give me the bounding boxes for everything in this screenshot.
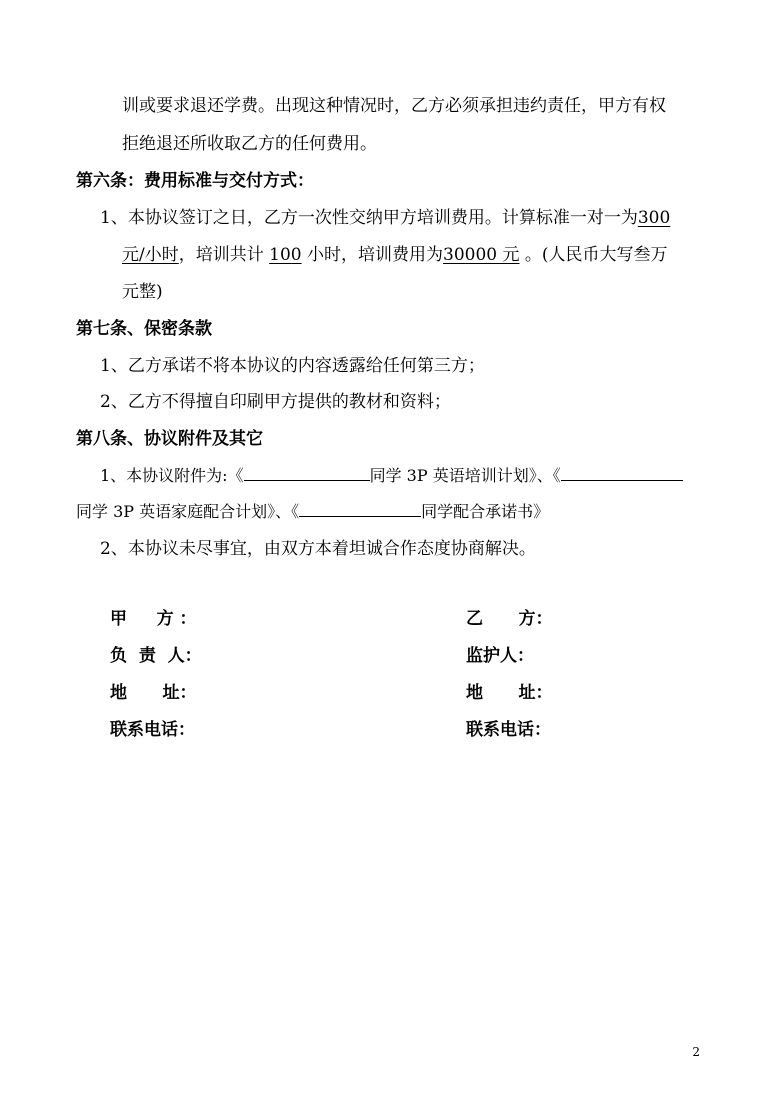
article8-text-b: 同学 3P 英语培训计划》、《 bbox=[369, 466, 561, 485]
attachment-blank-2[interactable] bbox=[561, 465, 683, 481]
party-b-label: 乙 方： bbox=[466, 609, 553, 629]
article5-continuation-line2: 拒绝退还所收取乙方的任何费用。 bbox=[122, 134, 377, 154]
article7-item2: 2、乙方不得擅自印刷甲方提供的教材和资料； bbox=[100, 392, 451, 412]
party-a-label: 甲 方 ： bbox=[110, 609, 197, 629]
article8-text-c: 同学 3P 英语家庭配合计划》、《 bbox=[76, 502, 300, 521]
phone-b-label: 联系电话： bbox=[466, 720, 551, 740]
article6-text-d: 。(人民币大写叁万 bbox=[524, 245, 668, 265]
article8-paragraph1-line2 bbox=[76, 501, 549, 523]
article6-text-c: 小时，培训费用为 bbox=[307, 245, 443, 265]
article6-paragraph1-line2 bbox=[122, 244, 668, 266]
attachment-blank-1[interactable] bbox=[244, 465, 370, 481]
article6-text-b: ，培训共计 bbox=[178, 245, 264, 265]
article8-paragraph1-line1 bbox=[100, 465, 683, 487]
article7-item1: 1、乙方承诺不将本协议的内容透露给任何第三方； bbox=[100, 356, 485, 376]
total-hours: 100 bbox=[269, 245, 302, 265]
total-fee: 30000 元 bbox=[443, 245, 520, 265]
address-b-label: 地 址： bbox=[466, 683, 553, 703]
article6-title: 第六条：费用标准与交付方式： bbox=[76, 171, 314, 191]
guardian-label: 监护人： bbox=[466, 646, 534, 666]
article6-paragraph1-line1 bbox=[100, 207, 670, 229]
rate-unit: 元/小时 bbox=[122, 245, 179, 265]
hourly-rate: 300 bbox=[637, 208, 671, 228]
phone-a-label: 联系电话： bbox=[110, 720, 195, 740]
page-number: 2 bbox=[692, 1045, 700, 1059]
article8-text-a: 1、本协议附件为:《 bbox=[100, 466, 244, 485]
article7-title: 第七条、保密条款 bbox=[76, 319, 212, 339]
article8-paragraph2: 2、本协议未尽事宜，由双方本着坦诚合作态度协商解决。 bbox=[100, 539, 536, 559]
article5-continuation-line1: 训或要求退还学费。出现这种情况时，乙方必须承担违约责任，甲方有权 bbox=[122, 96, 666, 116]
article6-text-a: 1、本协议签订之日，乙方一次性交纳甲方培训费用。计算标准一对一为 bbox=[100, 208, 638, 228]
article8-text-d: 同学配合承诺书》 bbox=[421, 502, 550, 521]
address-a-label: 地 址： bbox=[110, 683, 197, 703]
article6-paragraph1-line3: 元整) bbox=[122, 282, 163, 302]
attachment-blank-3[interactable] bbox=[299, 501, 421, 517]
person-in-charge-label: 负 责 人： bbox=[110, 646, 202, 666]
article8-title: 第八条、协议附件及其它 bbox=[76, 429, 263, 449]
